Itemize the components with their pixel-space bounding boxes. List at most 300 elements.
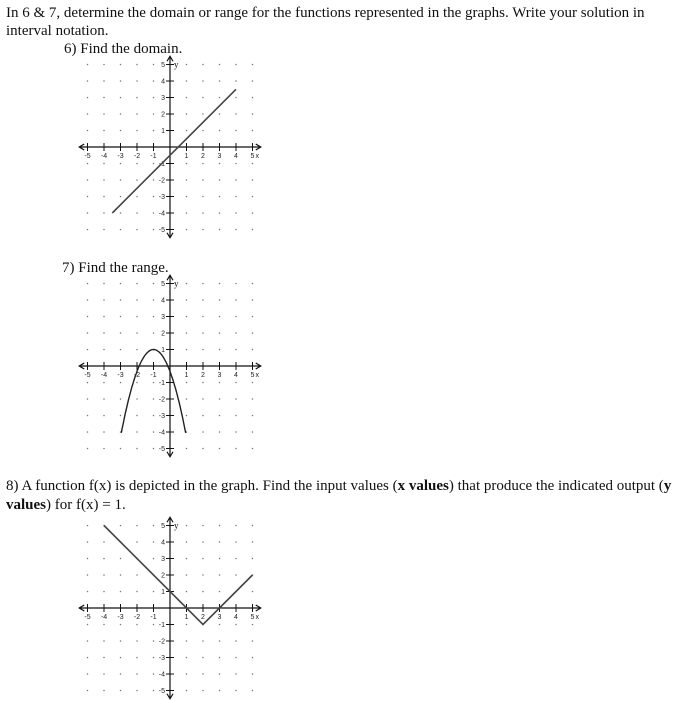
question-8-number: 8) (6, 478, 19, 494)
y-tick-label: 3 (161, 556, 165, 563)
grid-dot (202, 283, 204, 285)
grid-dot (219, 673, 221, 675)
grid-dot (103, 316, 105, 318)
grid-dot (87, 657, 89, 659)
y-tick-label: -2 (158, 638, 165, 646)
grid-dot (87, 229, 89, 231)
grid-dot (235, 349, 237, 351)
question-6-text: Find the domain. (80, 41, 183, 57)
grid-dot (252, 349, 254, 351)
grid-dot (120, 97, 122, 99)
y-axis-label: y (174, 520, 179, 531)
grid-dot (153, 64, 155, 66)
grid-dot (153, 525, 155, 527)
grid-dot (252, 196, 254, 198)
grid-dot (252, 212, 254, 214)
grid-dot (87, 97, 89, 99)
grid-dot (103, 591, 105, 593)
grid-dot (202, 229, 204, 231)
grid-dot (202, 179, 204, 181)
x-tick-label: 3 (217, 614, 222, 621)
grid-dot (235, 229, 237, 231)
grid-dot (202, 316, 204, 318)
grid-dot (219, 130, 221, 132)
grid-dot (103, 212, 105, 214)
grid-dot (252, 80, 254, 82)
grid-dot (103, 673, 105, 675)
grid-dot (186, 673, 188, 675)
grid-dot (136, 657, 138, 659)
y-tick-label: 3 (161, 314, 165, 321)
grid-dot (252, 690, 254, 692)
grid-dot (120, 130, 122, 132)
grid-dot (202, 212, 204, 214)
y-tick-label: -5 (158, 688, 165, 695)
grid-dot (87, 130, 89, 132)
grid-dot (252, 558, 254, 560)
grid-dot (87, 673, 89, 675)
question-8-bold-y-values: y values (6, 478, 672, 513)
grid-dot (219, 179, 221, 181)
graph-question-7 (72, 273, 272, 458)
absolute-value-curve (104, 526, 253, 625)
grid-dot (153, 316, 155, 318)
question-8-text-2: ) that produce the indicated output ( (448, 478, 664, 494)
grid-dot (120, 212, 122, 214)
grid-dot (136, 525, 138, 527)
grid-dot (186, 541, 188, 543)
grid-dot (219, 415, 221, 417)
grid-dot (252, 382, 254, 384)
grid-dot (202, 163, 204, 165)
grid-dot (235, 525, 237, 527)
grid-dot (103, 130, 105, 132)
grid-dot (235, 541, 237, 543)
grid-dot (219, 382, 221, 384)
y-tick-label: -2 (158, 396, 165, 404)
x-tick-label: 1 (184, 372, 189, 379)
grid-dot (120, 558, 122, 560)
grid-dot (219, 591, 221, 593)
grid-dot (186, 80, 188, 82)
x-tick-label: -2 (133, 614, 141, 621)
grid-dot (87, 196, 89, 198)
grid-dot (186, 591, 188, 593)
grid-dot (120, 113, 122, 115)
grid-dot (87, 574, 89, 576)
grid-dot (87, 690, 89, 692)
grid-dot (153, 179, 155, 181)
grid-dot (202, 640, 204, 642)
grid-dot (87, 316, 89, 318)
grid-dot (103, 113, 105, 115)
grid-dot (136, 624, 138, 626)
grid-dot (252, 299, 254, 301)
grid-dot (202, 448, 204, 450)
line-segment (112, 89, 236, 213)
grid-dot (103, 179, 105, 181)
grid-dot (219, 229, 221, 231)
grid-dot (202, 80, 204, 82)
x-tick-label: -3 (117, 153, 124, 160)
grid-dot (219, 541, 221, 543)
grid-dot (235, 64, 237, 66)
x-tick-label: -2 (133, 153, 141, 160)
grid-dot (252, 179, 254, 181)
y-tick-label: -3 (158, 655, 165, 662)
grid-dot (219, 212, 221, 214)
grid-dot (136, 316, 138, 318)
grid-dot (252, 332, 254, 334)
x-axis-label: x (255, 153, 259, 160)
grid-dot (153, 163, 155, 165)
grid-dot (186, 657, 188, 659)
x-tick-label: -4 (100, 372, 108, 379)
grid-dot (103, 574, 105, 576)
grid-dot (87, 212, 89, 214)
grid-dot (153, 690, 155, 692)
grid-dot (87, 448, 89, 450)
grid-dot (120, 448, 122, 450)
grid-dot (153, 299, 155, 301)
grid-dot (219, 196, 221, 198)
grid-dot (136, 130, 138, 132)
grid-dot (186, 415, 188, 417)
grid-dot (120, 415, 122, 417)
grid-dot (153, 673, 155, 675)
grid-dot (103, 80, 105, 82)
y-tick-label: -4 (158, 210, 165, 218)
grid-dot (87, 332, 89, 334)
x-tick-label: -4 (100, 153, 108, 160)
grid-dot (186, 558, 188, 560)
graph-question-8 (72, 515, 272, 700)
grid-dot (235, 179, 237, 181)
grid-dot (153, 80, 155, 82)
grid-dot (103, 299, 105, 301)
grid-dot (120, 398, 122, 400)
x-tick-label: -2 (133, 372, 141, 379)
grid-dot (87, 64, 89, 66)
grid-dot (235, 415, 237, 417)
grid-dot (120, 525, 122, 527)
grid-dot (153, 448, 155, 450)
grid-dot (219, 316, 221, 318)
x-tick-label: 5 (250, 614, 255, 621)
grid-dot (120, 591, 122, 593)
grid-dot (103, 690, 105, 692)
grid-dot (202, 657, 204, 659)
grid-dot (219, 332, 221, 334)
grid-dot (153, 113, 155, 115)
instructions-text: In 6 & 7, determine the domain or range for the functions represented in the graphs. Write your solution in interval notation. (6, 5, 645, 39)
grid-dot (136, 415, 138, 417)
grid-dot (186, 624, 188, 626)
grid-dot (120, 299, 122, 301)
grid-dot (252, 398, 254, 400)
grid-dot (120, 316, 122, 318)
grid-dot (219, 80, 221, 82)
grid-dot (87, 591, 89, 593)
grid-dot (153, 382, 155, 384)
grid-dot (153, 541, 155, 543)
grid-dot (153, 130, 155, 132)
grid-dot (103, 640, 105, 642)
grid-dot (153, 431, 155, 433)
grid-dot (103, 332, 105, 334)
grid-dot (252, 415, 254, 417)
grid-dot (219, 574, 221, 576)
y-tick-label: -2 (158, 177, 165, 185)
grid-dot (219, 624, 221, 626)
grid-dot (103, 415, 105, 417)
x-tick-label: 3 (217, 372, 222, 379)
grid-dot (120, 80, 122, 82)
grid-dot (235, 80, 237, 82)
y-tick-label: 5 (161, 62, 165, 69)
question-8-text-1: A function f(x) is depicted in the graph. Find the input values ( (21, 478, 398, 494)
grid-dot (87, 299, 89, 301)
grid-dot (103, 163, 105, 165)
grid-dot (120, 283, 122, 285)
x-tick-label: -3 (117, 372, 124, 379)
grid-dot (136, 382, 138, 384)
grid-dot (252, 591, 254, 593)
grid-dot (186, 229, 188, 231)
grid-dot (103, 541, 105, 543)
grid-dot (235, 212, 237, 214)
grid-dot (235, 673, 237, 675)
grid-dot (219, 657, 221, 659)
grid-dot (120, 332, 122, 334)
grid-dot (219, 349, 221, 351)
grid-dot (103, 196, 105, 198)
grid-dot (136, 196, 138, 198)
grid-dot (153, 624, 155, 626)
grid-dot (235, 113, 237, 115)
grid-dot (219, 525, 221, 527)
question-7-text: Find the range. (78, 260, 169, 276)
grid-dot (103, 283, 105, 285)
grid-dot (136, 398, 138, 400)
grid-dot (136, 673, 138, 675)
grid-dot (136, 179, 138, 181)
grid-dot (202, 130, 204, 132)
y-tick-label: 4 (161, 78, 165, 86)
grid-dot (202, 558, 204, 560)
grid-dot (186, 163, 188, 165)
x-tick-label: -3 (117, 614, 124, 621)
x-tick-label: 5 (250, 153, 255, 160)
grid-dot (153, 398, 155, 400)
grid-dot (136, 64, 138, 66)
grid-dot (202, 673, 204, 675)
grid-dot (219, 299, 221, 301)
grid-dot (153, 640, 155, 642)
x-tick-label: -1 (150, 372, 157, 379)
grid-dot (252, 525, 254, 527)
grid-dot (136, 299, 138, 301)
grid-dot (186, 690, 188, 692)
x-axis-label: x (255, 372, 259, 379)
grid-dot (120, 229, 122, 231)
grid-dot (186, 283, 188, 285)
grid-dot (202, 591, 204, 593)
grid-dot (87, 525, 89, 527)
x-tick-label: 2 (201, 153, 205, 160)
grid-dot (202, 332, 204, 334)
x-tick-label: 1 (184, 153, 189, 160)
question-8-bold-x-values: x values (397, 478, 449, 494)
grid-dot (235, 398, 237, 400)
x-tick-label: 1 (184, 614, 189, 621)
grid-dot (252, 283, 254, 285)
x-tick-label: -5 (84, 153, 91, 160)
grid-dot (103, 64, 105, 66)
y-tick-label: -1 (158, 161, 165, 168)
grid-dot (87, 415, 89, 417)
grid-dot (186, 398, 188, 400)
grid-dot (136, 80, 138, 82)
y-tick-label: -3 (158, 194, 165, 201)
grid-dot (120, 690, 122, 692)
grid-dot (202, 525, 204, 527)
x-tick-label: 3 (217, 153, 222, 160)
grid-dot (252, 431, 254, 433)
grid-dot (186, 316, 188, 318)
grid-dot (87, 349, 89, 351)
grid-dot (87, 163, 89, 165)
grid-dot (202, 574, 204, 576)
grid-dot (235, 657, 237, 659)
grid-dot (87, 640, 89, 642)
x-tick-label: 2 (201, 372, 205, 379)
grid-dot (120, 673, 122, 675)
grid-dot (235, 196, 237, 198)
x-tick-label: 4 (234, 614, 238, 621)
grid-dot (202, 113, 204, 115)
y-tick-label: 2 (161, 572, 165, 580)
grid-dot (103, 624, 105, 626)
y-axis-label: y (174, 278, 179, 289)
grid-dot (103, 448, 105, 450)
y-tick-label: 1 (161, 128, 165, 135)
grid-dot (136, 283, 138, 285)
grid-dot (87, 113, 89, 115)
grid-dot (235, 97, 237, 99)
grid-dot (202, 541, 204, 543)
grid-dot (120, 624, 122, 626)
grid-dot (136, 349, 138, 351)
grid-dot (219, 283, 221, 285)
grid-dot (120, 64, 122, 66)
grid-dot (252, 673, 254, 675)
grid-dot (136, 97, 138, 99)
grid-dot (219, 690, 221, 692)
grid-dot (153, 283, 155, 285)
y-tick-label: 2 (161, 111, 165, 119)
grid-dot (136, 332, 138, 334)
grid-dot (87, 179, 89, 181)
grid-dot (235, 332, 237, 334)
y-tick-label: 5 (161, 523, 165, 530)
grid-dot (202, 299, 204, 301)
grid-dot (252, 64, 254, 66)
grid-dot (87, 283, 89, 285)
question-6-number: 6) (64, 41, 77, 57)
grid-dot (252, 229, 254, 231)
graph-question-6 (72, 54, 272, 239)
grid-dot (235, 283, 237, 285)
grid-dot (252, 113, 254, 115)
grid-dot (235, 130, 237, 132)
grid-dot (87, 558, 89, 560)
grid-dot (103, 382, 105, 384)
grid-dot (219, 113, 221, 115)
grid-dot (219, 398, 221, 400)
grid-dot (153, 229, 155, 231)
grid-dot (252, 163, 254, 165)
y-tick-label: 1 (161, 589, 165, 596)
y-tick-label: 5 (161, 281, 165, 288)
x-axis-label: x (255, 614, 259, 621)
grid-dot (103, 349, 105, 351)
grid-dot (186, 332, 188, 334)
question-7-number: 7) (62, 260, 75, 276)
grid-dot (235, 431, 237, 433)
grid-dot (120, 349, 122, 351)
grid-dot (186, 299, 188, 301)
grid-dot (153, 212, 155, 214)
grid-dot (120, 196, 122, 198)
grid-dot (219, 64, 221, 66)
grid-dot (153, 558, 155, 560)
grid-dot (202, 97, 204, 99)
grid-dot (252, 657, 254, 659)
y-tick-label: 2 (161, 330, 165, 338)
y-tick-label: -5 (158, 227, 165, 234)
x-tick-label: -1 (150, 153, 157, 160)
grid-dot (120, 163, 122, 165)
grid-dot (186, 97, 188, 99)
y-tick-label: -3 (158, 413, 165, 420)
grid-dot (120, 657, 122, 659)
grid-dot (235, 299, 237, 301)
grid-dot (235, 448, 237, 450)
grid-dot (219, 448, 221, 450)
grid-dot (186, 212, 188, 214)
grid-dot (202, 431, 204, 433)
grid-dot (120, 179, 122, 181)
grid-dot (219, 558, 221, 560)
grid-dot (252, 130, 254, 132)
grid-dot (235, 382, 237, 384)
grid-dot (202, 196, 204, 198)
grid-dot (103, 97, 105, 99)
x-tick-label: -5 (84, 372, 91, 379)
y-tick-label: -5 (158, 446, 165, 453)
grid-dot (202, 398, 204, 400)
grid-dot (87, 80, 89, 82)
x-tick-label: 4 (234, 153, 238, 160)
grid-dot (153, 97, 155, 99)
grid-dot (103, 229, 105, 231)
grid-dot (103, 657, 105, 659)
grid-dot (186, 525, 188, 527)
grid-dot (87, 382, 89, 384)
grid-dot (186, 640, 188, 642)
grid-dot (186, 196, 188, 198)
